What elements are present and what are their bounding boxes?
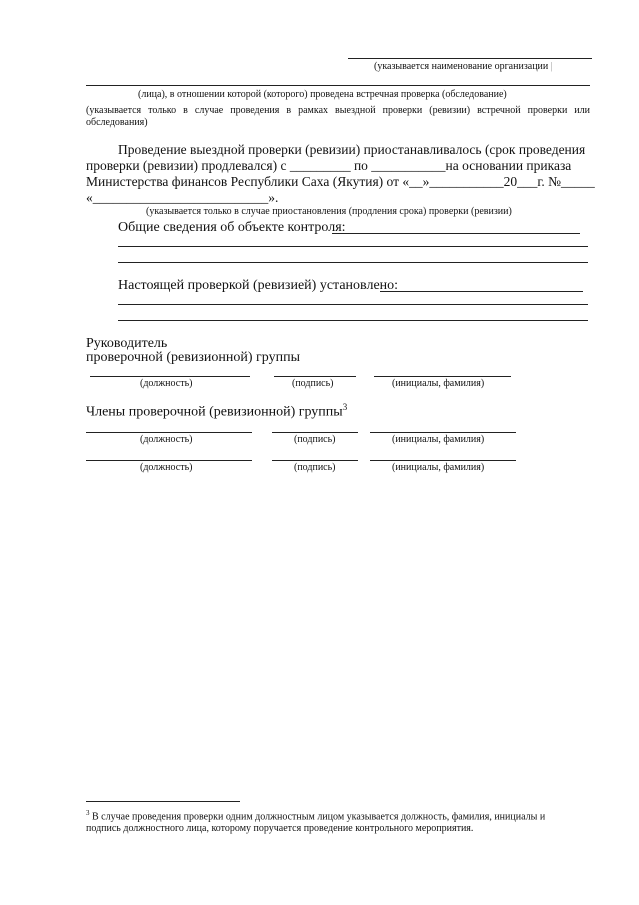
member-1-initials-caption: (инициалы, фамилия): [392, 434, 485, 445]
head-initials-caption: (инициалы, фамилия): [392, 378, 485, 389]
head-position-line: [90, 376, 250, 377]
member-2-signature-line: [272, 460, 358, 461]
footnote-text-line-1: $^3$ В случае проведения проверки одним должностным лицом указывается должность, фамилия, инициалы и: [86, 809, 546, 823]
member-2-initials-line: [370, 460, 516, 461]
established-label: Настоящей проверкой (ревизией) установлено:: [118, 278, 399, 293]
established-line-2: [118, 304, 588, 305]
member-1-signature-line: [272, 432, 358, 433]
member-1-position-line: [86, 432, 252, 433]
footnote-ref-mark: 3: [342, 402, 348, 412]
established-line-3: [118, 320, 588, 321]
members-title: Члены проверочной (ревизионной) группы$^3$: [86, 402, 348, 420]
member-1-initials-line: [370, 432, 516, 433]
counter-check-line: [86, 85, 590, 86]
general-info-line-2: [118, 246, 588, 247]
member-2-position-line: [86, 460, 252, 461]
head-title-line-2: проверочной (ревизионной) группы: [86, 350, 300, 365]
member-1-signature-caption: (подпись): [294, 434, 336, 445]
head-signature-line: [274, 376, 356, 377]
org-caption: (указывается наименование организации |: [374, 61, 553, 72]
member-2-signature-caption: (подпись): [294, 462, 336, 473]
footnote-separator: [86, 801, 240, 802]
counter-check-note: (указывается только в случае проведения в рамках выездной проверки (ревизии) встречной проверки или обследования): [86, 105, 590, 128]
head-initials-line: [374, 376, 511, 377]
member-2-initials-caption: (инициалы, фамилия): [392, 462, 485, 473]
suspension-line-3: Министерства финансов Республики Саха (Якутия) от «__»___________20___г. №_____: [86, 174, 595, 189]
footnote-mark: 3: [86, 809, 90, 817]
org-name-line: [348, 58, 592, 59]
general-info-fill-line: [332, 233, 580, 234]
suspension-line-4: «__________________________».: [86, 190, 279, 205]
established-fill-line: [380, 291, 583, 292]
head-title-line-1: Руководитель: [86, 336, 168, 351]
footnote-text-line-2: подпись должностного лица, которому поручается проведение контрольного мероприятия.: [86, 823, 474, 834]
head-signature-caption: (подпись): [292, 378, 334, 389]
suspension-caption: (указывается только в случае приостановления (продления срока) проверки (ревизии): [146, 206, 512, 217]
general-info-line-3: [118, 262, 588, 263]
head-position-caption: (должность): [140, 378, 193, 389]
suspension-line-1: Проведение выездной проверки (ревизии) приостанавливалось (срок проведения: [118, 142, 586, 157]
member-2-position-caption: (должность): [140, 462, 193, 473]
member-1-position-caption: (должность): [140, 434, 193, 445]
general-info-label: Общие сведения об объекте контроля:: [118, 220, 346, 235]
suspension-line-2: проверки (ревизии) продлевался) с _________ по ___________на основании приказа: [86, 158, 572, 173]
counter-check-caption: (лица), в отношении которой (которого) проведена встречная проверка (обследование): [138, 89, 507, 100]
